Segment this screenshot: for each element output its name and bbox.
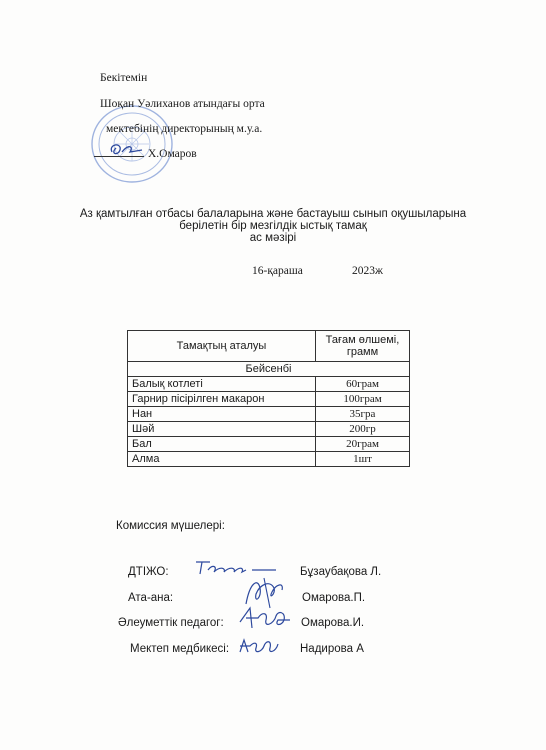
dish-amount: 20грам: [316, 437, 410, 452]
member-name: Надирова А: [300, 643, 364, 655]
dish-name: Балық котлеті: [128, 377, 316, 392]
member-name: Бұзаубақова Л.: [300, 566, 382, 578]
menu-table-day-row: [128, 362, 410, 377]
table-row: [128, 422, 410, 437]
member-name: Омарова.П.: [302, 592, 366, 604]
header-portion: Тағам өлшемі, грамм: [316, 331, 410, 362]
date-year: 2023ж: [352, 265, 383, 277]
dish-amount: 35гра: [316, 407, 410, 422]
approval-director: мектебінің директорының м.у.а.: [106, 123, 263, 135]
dish-name: Гарнир пісірілген макарон: [128, 392, 316, 407]
member-role: ДТІЖО:: [128, 566, 169, 578]
title-line-2: берілетін бір мезгілдік ыстық тамақ: [179, 220, 367, 232]
member-signature-3: [234, 602, 294, 636]
dish-amount: 200гр: [316, 422, 410, 437]
approval-label: Бекітемін: [100, 72, 148, 84]
dish-amount: 100грам: [316, 392, 410, 407]
menu-table: [127, 330, 410, 467]
title-line-3: ас мәзірі: [249, 232, 297, 244]
member-role: Ата-ана:: [128, 592, 174, 604]
table-row: [128, 452, 410, 467]
approval-school: Шоқан Уәлиханов атындағы орта: [100, 98, 265, 110]
dish-amount: 60грам: [316, 377, 410, 392]
dish-name: Бал: [128, 437, 316, 452]
table-row: [128, 377, 410, 392]
day-of-week: Бейсенбі: [128, 362, 410, 377]
table-row: [128, 392, 410, 407]
table-row: [128, 407, 410, 422]
member-role: Әлеуметтік педагог:: [118, 617, 224, 629]
dish-amount: 1шт: [316, 452, 410, 467]
member-name: Омарова.И.: [301, 617, 365, 629]
table-row: [128, 437, 410, 452]
menu-table-header-row: [128, 331, 410, 362]
approval-name: Х.Омаров: [148, 148, 197, 160]
member-role: Мектеп медбикесі:: [130, 643, 230, 655]
date-day: 16-қараша: [252, 265, 303, 277]
dish-name: Алма: [128, 452, 316, 467]
dish-name: Шәй: [128, 422, 316, 437]
dish-name: Нан: [128, 407, 316, 422]
member-signature-4: [236, 634, 282, 658]
commission-label: Комиссия мүшелері:: [116, 520, 225, 532]
title-line-1: Аз қамтылған отбасы балаларына және бастауыш сынып оқушыларына: [79, 208, 467, 220]
header-dish-name: Тамақтың аталуы: [128, 331, 316, 362]
